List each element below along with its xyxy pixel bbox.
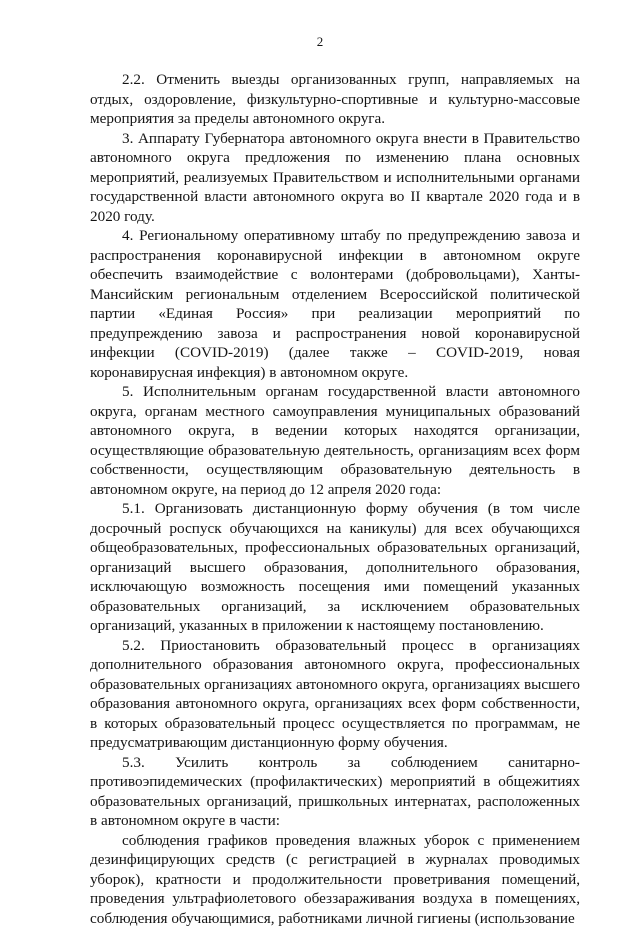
page-number: 2 xyxy=(0,34,640,50)
paragraph-5: 5. Исполнительным органам государственной власти автономного округа, органам местного самоуправления муниципальных образований автономного округа, в ведении которых находятся организации, осуществляющие образовательную деятельность, организациям всех форм собственности, осуществляющим образовательную деятельность в автономном округе, на период до 12 апреля 2020 года: xyxy=(90,382,580,499)
paragraph-5-3: 5.3. Усилить контроль за соблюдением санитарно-противоэпидемических (профилактических) мероприятий в общежитиях образовательных организаций, пришкольных интернатах, расположенных в автономном округе в части: xyxy=(90,753,580,831)
paragraph-5-3-item: соблюдения графиков проведения влажных уборок с применением дезинфицирующих средств (с регистрацией в журналах проводимых уборок), кратности и продолжительности проветривания помещений, проведения ультрафиолетового обеззараживания воздуха в помещениях, соблюдения обучающимися, работниками личной гигиены (использование xyxy=(90,831,580,928)
paragraph-4: 4. Региональному оперативному штабу по предупреждению завоза и распространения коронавирусной инфекции в автономном округе обеспечить взаимодействие с волонтерами (добровольцами), Ханты-Мансийским региональным отделением Всероссийской политической партии «Единая Россия» при реализации мероприятий по предупреждению завоза и распространения новой коронавирусной инфекции (COVID-2019) (далее также – COVID-2019, новая коронавирусная инфекция) в автономном округе. xyxy=(90,226,580,382)
paragraph-3: 3. Аппарату Губернатора автономного округа внести в Правительство автономного округа предложения по изменению плана основных мероприятий, реализуемых Правительством и исполнительными органами государственной власти автономного округа во II квартале 2020 года и в 2020 году. xyxy=(90,129,580,227)
paragraph-2-2: 2.2. Отменить выезды организованных групп, направляемых на отдых, оздоровление, физкультурно-спортивные и культурно-массовые мероприятия за пределы автономного округа. xyxy=(90,70,580,129)
paragraph-5-2: 5.2. Приостановить образовательный процесс в организациях дополнительного образования автономного округа, профессиональных образовательных организациях автономного округа, организациях высшего образования автономного округа, организациях всех форм собственности, в которых образовательный процесс осуществляется по программам, не предусматривающим дистанционную форму обучения. xyxy=(90,636,580,753)
paragraph-5-1: 5.1. Организовать дистанционную форму обучения (в том числе досрочный роспуск обучающихся на каникулы) для всех обучающихся общеобразовательных, профессиональных образовательных организаций, организаций высшего образования, дополнительного образования, исключающую возможность посещения ими помещений указанных образовательных организаций, за исключением образовательных организаций, указанных в приложении к настоящему постановлению. xyxy=(90,499,580,636)
document-body xyxy=(90,70,580,928)
